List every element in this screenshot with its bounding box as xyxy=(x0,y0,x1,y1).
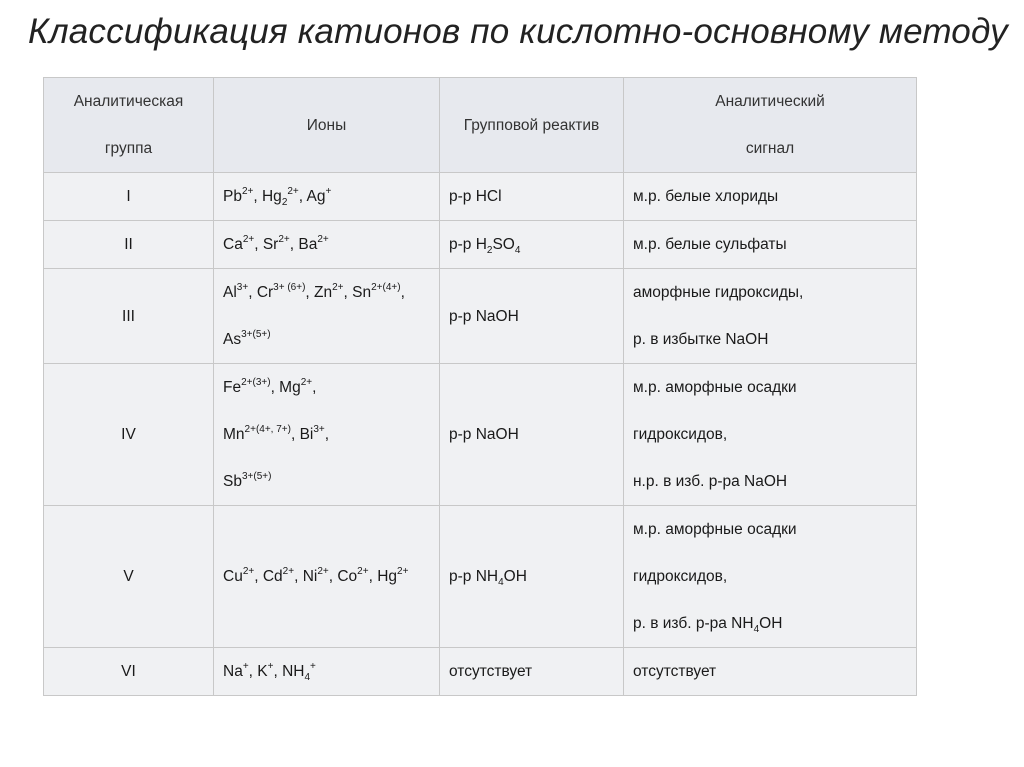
signal-line: м.р. аморфные осадки xyxy=(633,521,797,538)
signal-line: р. в изб. р-ра $NH_4OH$ xyxy=(633,615,783,635)
index-subscript: 4 xyxy=(498,577,504,588)
table-row xyxy=(44,173,917,221)
index-subscript: 4 xyxy=(304,672,311,683)
cell-reagent xyxy=(440,221,624,269)
header-ions xyxy=(214,78,440,173)
cell-group xyxy=(44,269,214,364)
header-analytical-signal xyxy=(624,78,917,173)
header-group-reagent xyxy=(440,78,624,173)
ions-line: $Cu^{2+}$, $Cd^{2+}$, $Ni^{2+}$, $Co^{2+}$, $Hg^{2+}$ xyxy=(223,566,409,585)
charge-superscript: 2+ xyxy=(357,566,369,577)
charge-superscript: 2+ xyxy=(397,566,409,577)
charge-superscript: + xyxy=(310,661,316,672)
signal-line: н.р. в изб. р-ра NaOH xyxy=(633,473,788,490)
header-analytical-group-line1: Аналитическая xyxy=(73,93,184,110)
table-row xyxy=(44,221,917,269)
reagent-text: р-р $NH_4OH$ xyxy=(449,568,527,588)
ions-line: $Ca^{2+}$, $Sr^{2+}$, $Ba^{2+}$ xyxy=(223,234,329,253)
charge-superscript: + xyxy=(267,661,274,672)
cell-ions xyxy=(214,506,440,648)
signal-line: гидроксидов, xyxy=(633,426,728,443)
charge-superscript: 3+ xyxy=(236,282,249,293)
charge-superscript: 2+ xyxy=(317,566,329,577)
table-body xyxy=(44,173,917,696)
charge-superscript: 2+ xyxy=(287,186,299,197)
header-analytical-signal-line1: Аналитический xyxy=(715,93,825,110)
cell-group xyxy=(44,648,214,696)
reagent-text: р-р NaOH xyxy=(449,426,519,443)
ions-line: $Al^{3+}$, $Cr^{3+ (6+)}$, $Zn^{2+}$, $Sn^{2+(4+)}$, xyxy=(223,282,405,301)
signal-line: гидроксидов, xyxy=(633,568,728,585)
cell-signal xyxy=(624,364,917,506)
header-row xyxy=(44,78,917,173)
charge-superscript: 2+(3+) xyxy=(241,377,271,388)
group-number: V xyxy=(123,568,134,585)
charge-superscript: 2+ xyxy=(282,566,295,577)
table-row xyxy=(44,506,917,648)
cell-ions xyxy=(214,269,440,364)
charge-superscript: 2+ xyxy=(317,234,329,245)
cation-classification-table xyxy=(43,77,917,696)
cell-ions xyxy=(214,173,440,221)
header-analytical-signal-line2: сигнал xyxy=(745,140,795,157)
group-number: III xyxy=(122,307,135,325)
charge-superscript: + xyxy=(242,661,249,672)
charge-superscript: 3+ (6+) xyxy=(273,282,306,293)
group-number: II xyxy=(124,236,133,253)
cell-group xyxy=(44,506,214,648)
charge-superscript: 3+ xyxy=(313,424,325,435)
charge-superscript: 3+(5+) xyxy=(241,329,271,340)
ions-line: $Mn^{2+(4+, 7+)}$, $Bi^{3+}$, xyxy=(223,424,330,443)
signal-line: аморфные гидроксиды, xyxy=(633,284,804,301)
header-ions-label: Ионы xyxy=(306,116,347,134)
cell-signal xyxy=(624,269,917,364)
cell-reagent xyxy=(440,506,624,648)
header-analytical-group xyxy=(44,78,214,173)
reagent-text: р-р NaOH xyxy=(449,307,519,325)
slide-title: Классификация катионов по кислотно-основному методу xyxy=(28,12,1008,51)
table-row xyxy=(44,648,917,696)
cell-signal xyxy=(624,506,917,648)
charge-superscript: 2+(4+, 7+) xyxy=(244,424,291,435)
cell-reagent xyxy=(440,269,624,364)
group-number: I xyxy=(126,188,131,205)
cell-reagent xyxy=(440,173,624,221)
charge-superscript: 2+ xyxy=(278,234,290,245)
cell-reagent xyxy=(440,648,624,696)
ions-line: $As^{3+(5+)}$ xyxy=(223,329,271,348)
signal-line: м.р. белые сульфаты xyxy=(633,236,787,253)
header-group-reagent-label: Групповой реактив xyxy=(463,116,600,134)
signal-line: отсутствует xyxy=(633,663,717,680)
index-subscript: 4 xyxy=(514,245,521,256)
signal-line: м.р. аморфные осадки xyxy=(633,379,797,396)
cell-signal xyxy=(624,173,917,221)
reagent-text: отсутствует xyxy=(449,663,533,680)
charge-superscript: 2+ xyxy=(242,234,255,245)
charge-superscript: 2+ xyxy=(242,566,255,577)
charge-superscript: 2+ xyxy=(300,377,313,388)
ions-line: Na+, K+, $NH_4^+$ xyxy=(223,661,316,683)
ions-line: $Sb^{3+(5+)}$ xyxy=(223,471,272,490)
reagent-text: р-р HCl xyxy=(449,188,502,205)
reagent-text: р-р $H_2SO_4$ xyxy=(449,236,521,256)
cell-reagent xyxy=(440,364,624,506)
ions-line: $Pb^{2+}$, $Hg_2^{2+}$, Ag+ xyxy=(223,186,332,208)
header-analytical-group-line2: группа xyxy=(104,140,153,157)
charge-superscript: 2+(4+) xyxy=(371,282,401,293)
index-subscript: 2 xyxy=(281,197,288,208)
charge-superscript: 2+ xyxy=(241,186,254,197)
cell-group xyxy=(44,221,214,269)
charge-superscript: + xyxy=(325,186,332,197)
cell-group xyxy=(44,364,214,506)
group-number: IV xyxy=(121,426,136,443)
cell-signal xyxy=(624,221,917,269)
index-subscript: 4 xyxy=(753,624,760,635)
table-row xyxy=(44,269,917,364)
signal-line: р. в избытке NaOH xyxy=(633,331,769,348)
charge-superscript: 3+(5+) xyxy=(241,471,272,482)
cell-group xyxy=(44,173,214,221)
group-number: VI xyxy=(121,663,136,680)
cell-ions xyxy=(214,221,440,269)
cell-signal xyxy=(624,648,917,696)
signal-line: м.р. белые хлориды xyxy=(633,188,779,205)
ions-line: $Fe^{2+(3+)}$, $Mg^{2+}$, xyxy=(223,377,317,396)
table-row xyxy=(44,364,917,506)
cell-ions xyxy=(214,648,440,696)
cell-ions xyxy=(214,364,440,506)
charge-superscript: 2+ xyxy=(332,282,344,293)
index-subscript: 2 xyxy=(486,245,493,256)
